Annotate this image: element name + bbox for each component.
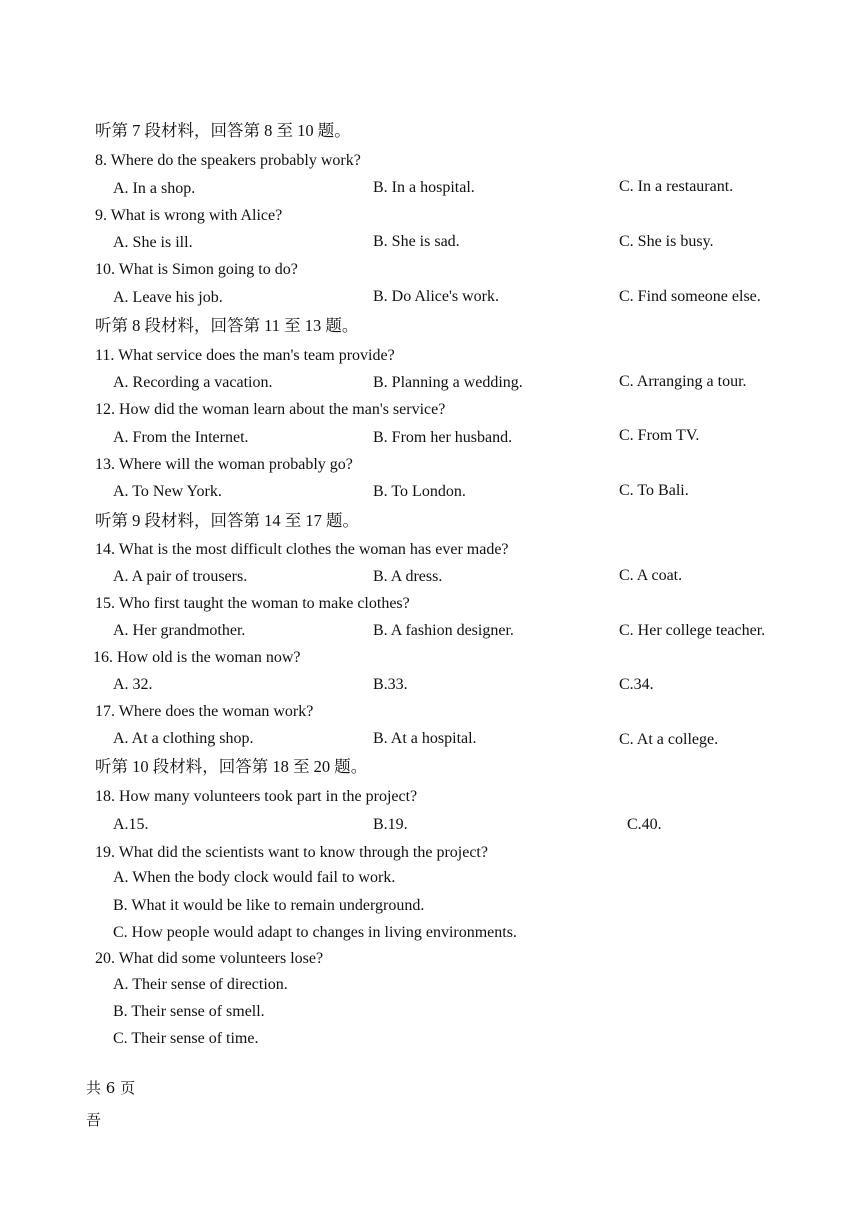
- option-b: B. Their sense of smell.: [113, 1003, 265, 1020]
- question-stem: 19. What did the scientists want to know through the project?: [95, 844, 488, 861]
- option-c: C.40.: [627, 816, 662, 833]
- footer-char: 吾: [86, 1111, 102, 1129]
- section-header: 听第 7 段材料，回答第 8 至 10 题。: [95, 121, 351, 140]
- option-a: A.15.: [113, 816, 149, 833]
- option-a: A. From the Internet.: [113, 429, 249, 446]
- question-stem: 17. Where does the woman work?: [95, 703, 314, 720]
- option-b: B. Planning a wedding.: [373, 374, 523, 391]
- option-c: C. She is busy.: [619, 233, 714, 250]
- option-a: A. 32.: [113, 676, 153, 693]
- option-c: C. At a college.: [619, 731, 719, 748]
- question-stem: 8. Where do the speakers probably work?: [95, 152, 361, 169]
- option-b: B. A fashion designer.: [373, 622, 514, 639]
- option-c: C. Arranging a tour.: [619, 373, 747, 390]
- question-stem: 16. How old is the woman now?: [93, 649, 301, 666]
- option-c: C. Find someone else.: [619, 288, 761, 305]
- option-a: A. Her grandmother.: [113, 622, 246, 639]
- page-count: 共 6 页: [86, 1079, 136, 1097]
- option-a: A. Recording a vacation.: [113, 374, 273, 391]
- section-header: 听第 9 段材料，回答第 14 至 17 题。: [95, 511, 359, 530]
- option-b: B. What it would be like to remain underground.: [113, 897, 425, 914]
- section-header: 听第 8 段材料，回答第 11 至 13 题。: [95, 316, 359, 335]
- option-c: C. Their sense of time.: [113, 1030, 259, 1047]
- option-b: B.33.: [373, 676, 408, 693]
- option-b: B. At a hospital.: [373, 730, 477, 747]
- option-b: B. A dress.: [373, 568, 443, 585]
- question-stem: 9. What is wrong with Alice?: [95, 207, 283, 224]
- section-header: 听第 10 段材料，回答第 18 至 20 题。: [95, 757, 368, 776]
- option-a: A. Their sense of direction.: [113, 976, 288, 993]
- option-a: A. To New York.: [113, 483, 222, 500]
- question-stem: 15. Who first taught the woman to make clothes?: [95, 595, 410, 612]
- option-b: B. Do Alice's work.: [373, 288, 499, 305]
- option-c: C. How people would adapt to changes in living environments.: [113, 924, 517, 941]
- option-a: A. Leave his job.: [113, 289, 223, 306]
- option-b: B. She is sad.: [373, 233, 460, 250]
- option-c: C.34.: [619, 676, 654, 693]
- option-a: A. When the body clock would fail to work.: [113, 869, 396, 886]
- option-b: B. From her husband.: [373, 429, 513, 446]
- option-c: C. Her college teacher.: [619, 622, 766, 639]
- option-b: B. In a hospital.: [373, 179, 475, 196]
- option-c: C. A coat.: [619, 567, 683, 584]
- option-c: C. To Bali.: [619, 482, 689, 499]
- question-stem: 12. How did the woman learn about the man's service?: [95, 401, 446, 418]
- option-a: A. A pair of trousers.: [113, 568, 248, 585]
- question-stem: 14. What is the most difficult clothes the woman has ever made?: [95, 541, 509, 558]
- option-c: C. In a restaurant.: [619, 178, 734, 195]
- question-stem: 18. How many volunteers took part in the project?: [95, 788, 418, 805]
- option-b: B.19.: [373, 816, 408, 833]
- option-a: A. She is ill.: [113, 234, 193, 251]
- question-stem: 13. Where will the woman probably go?: [95, 456, 353, 473]
- option-b: B. To London.: [373, 483, 466, 500]
- option-a: A. In a shop.: [113, 180, 196, 197]
- option-a: A. At a clothing shop.: [113, 730, 254, 747]
- option-c: C. From TV.: [619, 427, 700, 444]
- question-stem: 10. What is Simon going to do?: [95, 261, 298, 278]
- question-stem: 20. What did some volunteers lose?: [95, 950, 324, 967]
- question-stem: 11. What service does the man's team provide?: [95, 347, 395, 364]
